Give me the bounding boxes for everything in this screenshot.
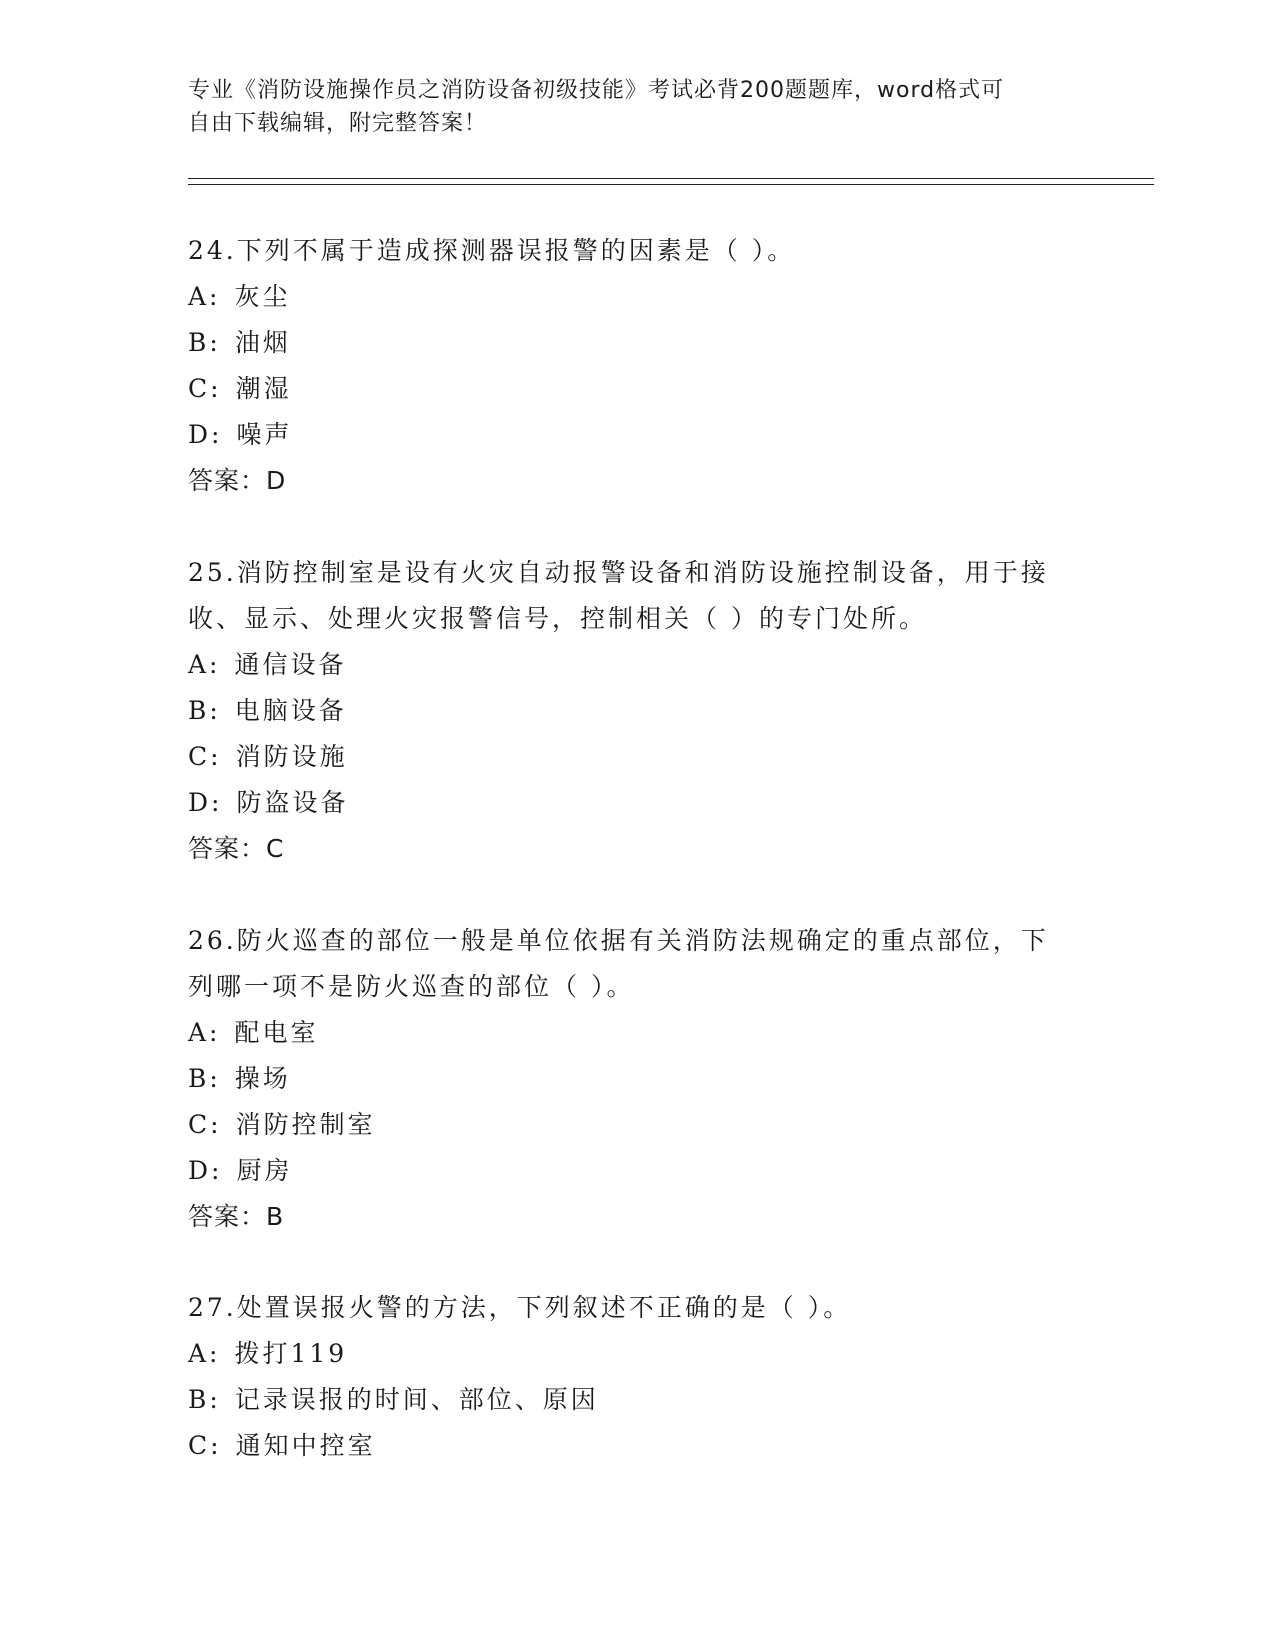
option-text: 通知中控室 — [235, 1431, 376, 1460]
option-text: 拨打119 — [234, 1339, 348, 1368]
option-letter: A: — [188, 650, 221, 679]
option-c — [188, 734, 1088, 780]
question-25 — [188, 550, 1088, 872]
option-a — [188, 642, 1088, 688]
stem-line: 收、显示、处理火灾报警信号，控制相关（ ）的专门处所。 — [188, 604, 927, 633]
option-letter: B: — [188, 1385, 221, 1414]
question-stem — [188, 228, 1088, 274]
option-text: 潮湿 — [235, 374, 292, 403]
answer-label: 答案：B — [188, 1202, 285, 1231]
question-stem — [188, 550, 1088, 642]
stem-line: 24.下列不属于造成探测器误报警的因素是（ ）。 — [188, 236, 796, 265]
document-header — [188, 74, 1068, 140]
option-a — [188, 274, 1088, 320]
answer-label: 答案：D — [188, 466, 287, 495]
option-letter: D: — [188, 420, 223, 449]
option-d — [188, 780, 1088, 826]
option-a — [188, 1331, 1088, 1377]
option-b — [188, 320, 1088, 366]
option-c — [188, 1423, 1088, 1469]
option-letter: D: — [188, 1156, 223, 1185]
option-text: 操场 — [234, 1064, 291, 1093]
option-letter: D: — [188, 788, 223, 817]
option-letter: B: — [188, 1064, 221, 1093]
header-line-1: 专业《消防设施操作员之消防设备初级技能》考试必背200题题库，word格式可 — [188, 78, 1005, 103]
option-text: 噪声 — [236, 420, 293, 449]
option-letter: C: — [188, 742, 222, 771]
option-c — [188, 366, 1088, 412]
option-letter: A: — [188, 1018, 221, 1047]
question-26 — [188, 918, 1088, 1240]
question-stem — [188, 918, 1088, 1010]
option-letter: C: — [188, 1431, 222, 1460]
option-text: 油烟 — [234, 328, 291, 357]
question-24 — [188, 228, 1088, 504]
stem-line: 27.处置误报火警的方法，下列叙述不正确的是（ ）。 — [188, 1293, 852, 1322]
option-letter: B: — [188, 328, 221, 357]
stem-line: 列哪一项不是防火巡查的部位（ ）。 — [188, 972, 635, 1001]
option-letter: C: — [188, 1110, 222, 1139]
option-text: 防盗设备 — [236, 788, 349, 817]
option-c — [188, 1102, 1088, 1148]
option-a — [188, 1010, 1088, 1056]
option-text: 消防控制室 — [235, 1110, 376, 1139]
option-b — [188, 1377, 1088, 1423]
option-text: 记录误报的时间、部位、原因 — [234, 1385, 599, 1414]
header-line-2: 自由下载编辑，附完整答案！ — [188, 111, 488, 136]
question-stem — [188, 1285, 1088, 1331]
option-letter: B: — [188, 696, 221, 725]
question-27 — [188, 1285, 1088, 1469]
option-text: 通信设备 — [234, 650, 347, 679]
option-b — [188, 688, 1088, 734]
answer-label: 答案：C — [188, 834, 285, 863]
option-text: 厨房 — [236, 1156, 293, 1185]
option-letter: C: — [188, 374, 222, 403]
header-divider-bottom — [188, 184, 1154, 185]
option-letter: A: — [188, 1339, 221, 1368]
option-text: 电脑设备 — [234, 696, 347, 725]
option-text: 配电室 — [234, 1018, 319, 1047]
option-letter: A: — [188, 282, 221, 311]
option-b — [188, 1056, 1088, 1102]
option-d — [188, 412, 1088, 458]
header-divider-top — [188, 178, 1154, 179]
stem-line: 26.防火巡查的部位一般是单位依据有关消防法规确定的重点部位，下 — [188, 926, 1049, 955]
option-text: 灰尘 — [234, 282, 291, 311]
option-d — [188, 1148, 1088, 1194]
stem-line: 25.消防控制室是设有火灾自动报警设备和消防设施控制设备，用于接 — [188, 558, 1049, 587]
option-text: 消防设施 — [235, 742, 348, 771]
